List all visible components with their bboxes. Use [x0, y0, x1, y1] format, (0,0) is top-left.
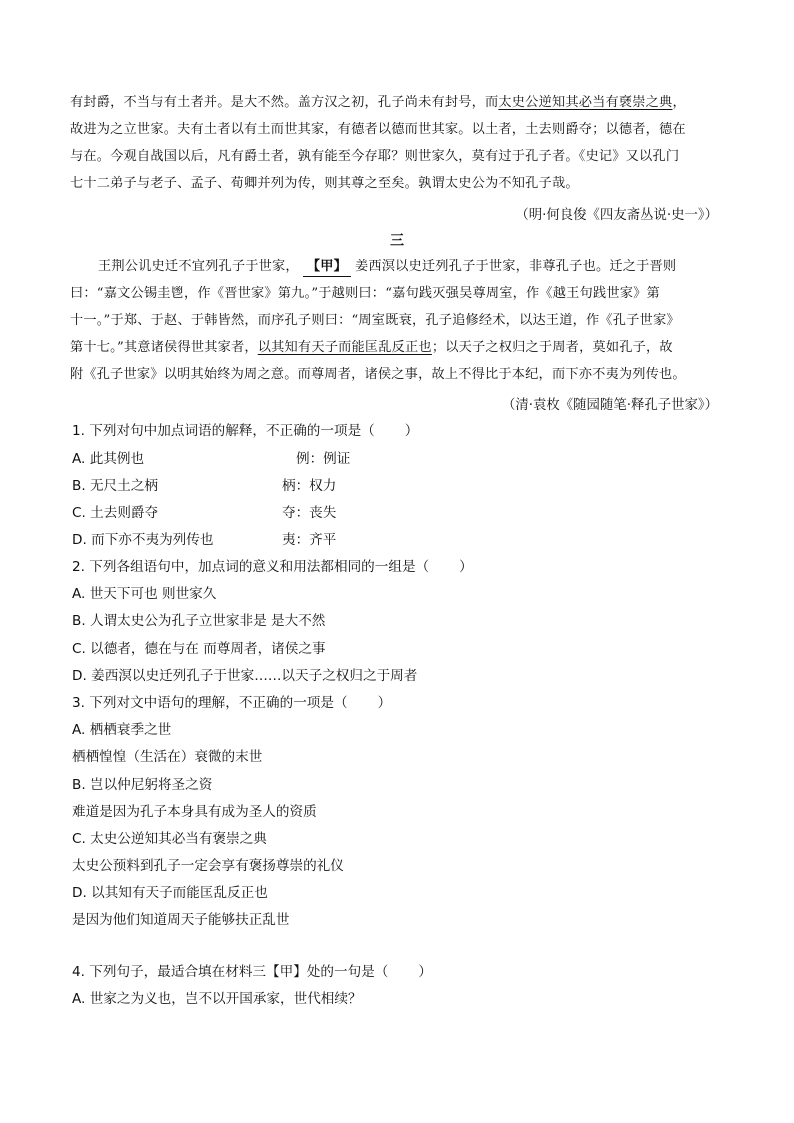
question-1-option: A. 此其例也 [72, 451, 145, 467]
question-3-translation: 栖栖惶惶（生活在）衰微的末世 [72, 749, 263, 765]
question-4-option: A. 世家之为义也，岂不以开国承家，世代相续？ [72, 991, 362, 1007]
question-2-option: A. 世天下可也 则世家久 [72, 586, 217, 602]
blank-jia: 【甲】 [303, 258, 351, 277]
passage-three-source: （清·袁枚《随园随笔·释孔子世家》） [501, 398, 718, 413]
question-2-option: C. 以德者，德在与在 而尊周者，诸侯之事 [72, 641, 326, 657]
section-title: 三 [390, 233, 404, 249]
passage-three-line: 十一。”于郑、于赵、于韩皆然，而序孔子则曰：“周室既衰，孔子追修经术，以达王道，作《孔子世家》 [70, 313, 680, 328]
passage-three-line: 曰：“嘉文公锡圭鬯，作《晋世家》第九。”于越则曰：“嘉句践灭强吴尊周室，作《越王句践世家》第 [70, 286, 660, 301]
question-3-translation: 太史公预料到孔子一定会享有褒扬尊崇的礼仪 [72, 858, 344, 874]
question-2-option: B. 人谓太史公为孔子立世家非是 是大不然 [72, 613, 326, 629]
question-1-option: C. 土去则爵夺 [72, 505, 159, 521]
option-definition: 夷：齐平 [282, 532, 337, 548]
passage-two-source: （明·何良俊《四友斋丛说·史一》） [515, 208, 718, 223]
question-3-option: D. 以其知有天子而能匡乱反正也 [72, 885, 268, 901]
passage-two-line: 七十二弟子与老子、孟子、荀卿并列为传，则其尊之至矣。孰谓太史公为不知孔子哉。 [70, 176, 579, 191]
question-4-stem: 4. 下列句子，最适合填在材料三【甲】处的一句是（ ） [72, 964, 432, 980]
question-3-option: C. 太史公逆知其必当有褒崇之典 [72, 831, 267, 847]
question-2-option: D. 姜西溟以史迁列孔子于世家……以天子之权归之于周者 [72, 668, 418, 684]
passage-three-line: 附《孔子世家》以明其始终为周之意。而尊周者，诸侯之事，故上不得比于本纪，而下亦不夷为列传也。 [70, 367, 686, 382]
underlined-sentence: 太史公逆知其必当有褎崇之典 [498, 95, 673, 110]
option-definition: 例：例证 [296, 451, 351, 467]
question-1-stem: 1. 下列对句中加点词语的解释，不正确的一项是（ ） [72, 423, 419, 439]
question-3-option: B. 岂以仲尼躬将圣之资 [72, 777, 213, 793]
underlined-sentence: 以其知有天子而能匡乱反正也 [257, 340, 432, 355]
question-3-translation: 是因为他们知道周天子能够扶正乱世 [72, 912, 290, 928]
passage-two-line: 与在。今观自战国以后，凡有爵土者，孰有能至今存耶？则世家久，莫有过于孔子者。《史记》又以孔门 [70, 149, 680, 164]
question-3-translation: 难道是因为孔子本身具有成为圣人的资质 [72, 804, 317, 820]
question-1-option: D. 而下亦不夷为列传也 [72, 532, 214, 548]
passage-three-line: 第十七。”其意诸侯得世其家者，以其知有天子而能匡乱反正也；以天子之权归之于周者，莫如孔子，故 [70, 340, 673, 355]
question-1-option: B. 无尺土之柄 [72, 478, 158, 494]
question-3-stem: 3. 下列对文中语句的理解，不正确的一项是（ ） [72, 695, 392, 711]
passage-two-line: 有封爵，不当与有土者并。是大不然。盖方汉之初，孔子尚未有封号，而太史公逆知其必当有褎崇之典， [70, 95, 686, 110]
passage-two-line: 故进为之立世家。夫有土者以有土而世其家，有德者以德而世其家。以土者，土去则爵夺；以德者，德在 [70, 122, 686, 137]
question-3-option: A. 栖栖衰季之世 [72, 722, 172, 738]
option-definition: 柄：权力 [282, 478, 337, 494]
option-definition: 夺：丧失 [282, 505, 337, 521]
question-2-stem: 2. 下列各组语句中，加点词的意义和用法都相同的一组是（ ） [72, 559, 473, 575]
passage-three-line: 王荆公讥史迁不宜列孔子于世家， 【甲】 姜西溟以史迁列孔子于世家，非尊孔子也。迁之于晋则 [98, 258, 676, 277]
